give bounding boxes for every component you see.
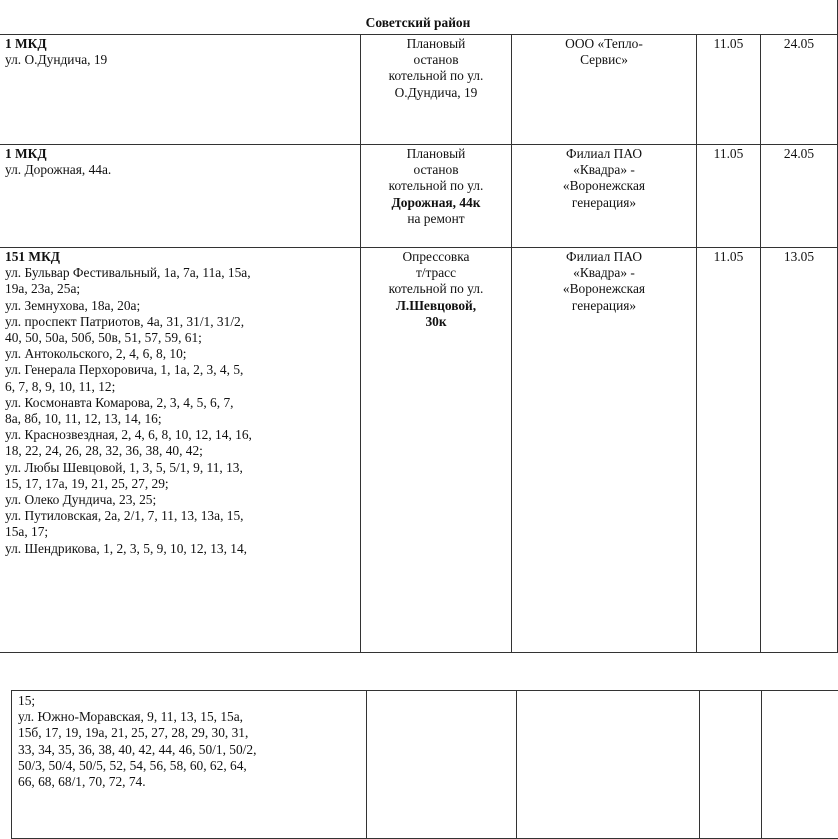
text-line: ул. Шендрикова, 1, 2, 3, 5, 9, 10, 12, 13, 14, <box>5 540 248 556</box>
text-line: ул. Дорожная, 44а. <box>5 162 112 178</box>
reason-boiler-address <box>367 195 505 211</box>
text-line: Опрессовка <box>402 249 470 264</box>
text-line: «Квадра» - <box>573 162 635 178</box>
text-line: 8а, 8б, 10, 11, 12, 13, 14, 16; <box>5 411 162 427</box>
start-date: 11.05 <box>697 35 761 145</box>
text-line: останов <box>413 52 459 68</box>
text-line: котельной по ул. <box>388 178 484 194</box>
reason-text <box>367 249 505 298</box>
address-lines <box>5 52 354 68</box>
table-row <box>0 145 838 248</box>
address-cell <box>12 691 367 839</box>
text-line: Плановый <box>406 36 466 51</box>
start-date <box>700 691 762 839</box>
table-row <box>12 691 838 839</box>
district-header: Советский район <box>0 0 838 35</box>
text-line: 30к <box>425 313 447 329</box>
address-lines <box>5 162 354 178</box>
building-count: 151 МКД <box>5 249 60 264</box>
text-line: Сервис» <box>580 52 628 68</box>
text-line: Филиал ПАО <box>565 249 643 264</box>
text-line: Филиал ПАО <box>565 146 643 161</box>
text-line: 33, 34, 35, 36, 38, 40, 42, 44, 46, 50/1, 50/2, <box>18 741 257 757</box>
text-line: 50/3, 50/4, 50/5, 52, 54, 56, 58, 60, 62, 64, <box>18 757 247 773</box>
text-line: ул. Краснозвездная, 2, 4, 6, 8, 10, 12, 14, 16, <box>5 427 252 443</box>
text-line: останов <box>413 162 459 178</box>
text-line: ул. Космонавта Комарова, 2, 3, 4, 5, 6, 7, <box>5 394 234 410</box>
reason-cell <box>367 691 517 839</box>
text-line: ул. Земнухова, 18а, 20а; <box>5 297 141 313</box>
end-date: 24.05 <box>761 35 838 145</box>
outage-table-continuation <box>11 690 838 839</box>
text-line: ул. проспект Патриотов, 4а, 31, 31/1, 31/2, <box>5 313 245 329</box>
reason-boiler-address <box>367 298 505 330</box>
reason-cell <box>361 248 512 653</box>
text-line: ул. Любы Шевцовой, 1, 3, 5, 5/1, 9, 11, 13, <box>5 459 243 475</box>
table-row <box>0 35 838 145</box>
reason-tail: на ремонт <box>407 210 465 226</box>
address-cell <box>0 35 361 145</box>
text-line: 15б, 17, 19, 19а, 21, 25, 27, 28, 29, 30, 31, <box>18 725 249 741</box>
address-lines <box>18 693 360 790</box>
text-line: ул. Генерала Перхоровича, 1, 1а, 2, 3, 4, 5, <box>5 362 244 378</box>
text-line: 66, 68, 68/1, 70, 72, 74. <box>18 774 146 790</box>
text-line: «Квадра» - <box>573 265 635 281</box>
organization-cell <box>512 248 697 653</box>
text-line: генерация» <box>571 297 637 313</box>
organization-text <box>518 249 690 314</box>
start-date: 11.05 <box>697 248 761 653</box>
text-line: котельной по ул. <box>388 68 484 84</box>
building-count: 1 МКД <box>5 146 47 161</box>
text-line: 15а, 17; <box>5 524 49 540</box>
organization-text <box>518 36 690 68</box>
reason-cell <box>361 145 512 248</box>
text-line: 18, 22, 24, 26, 28, 32, 36, 38, 40, 42; <box>5 443 203 459</box>
organization-text <box>518 146 690 211</box>
text-line: 19а, 23а, 25а; <box>5 281 81 297</box>
reason-text <box>367 36 505 101</box>
reason-cell <box>361 35 512 145</box>
text-line: т/трасс <box>415 265 457 281</box>
text-line: Плановый <box>406 146 466 161</box>
text-line: Л.Шевцовой, <box>395 297 477 313</box>
organization-cell <box>512 35 697 145</box>
address-cell <box>0 248 361 653</box>
reason-text <box>367 146 505 195</box>
text-line: котельной по ул. <box>388 281 484 297</box>
text-line: ул. Бульвар Фестивальный, 1а, 7а, 11а, 15а, <box>5 265 251 281</box>
text-line: генерация» <box>571 194 637 210</box>
start-date: 11.05 <box>697 145 761 248</box>
text-line: 6, 7, 8, 9, 10, 11, 12; <box>5 378 116 394</box>
table-row <box>0 248 838 653</box>
text-line: ул. О.Дундича, 19 <box>5 52 108 68</box>
organization-cell <box>512 145 697 248</box>
address-cell <box>0 145 361 248</box>
text-line: Дорожная, 44к <box>391 194 481 210</box>
text-line: О.Дундича, 19 <box>394 84 478 100</box>
text-line: ул. Южно-Моравская, 9, 11, 13, 15, 15а, <box>18 709 244 725</box>
text-line: ул. Антокольского, 2, 4, 6, 8, 10; <box>5 346 187 362</box>
text-line: ул. Путиловская, 2а, 2/1, 7, 11, 13, 13а, 15, <box>5 508 244 524</box>
text-line: 15; <box>18 693 36 708</box>
text-line: «Воронежская <box>562 281 646 297</box>
text-line: ул. Олеко Дундича, 23, 25; <box>5 492 157 508</box>
address-lines <box>5 265 354 557</box>
text-line: «Воронежская <box>562 178 646 194</box>
text-line: ООО «Тепло- <box>565 36 643 51</box>
district-header-row <box>0 0 838 35</box>
organization-cell <box>517 691 700 839</box>
building-count: 1 МКД <box>5 36 47 51</box>
end-date <box>762 691 838 839</box>
end-date: 13.05 <box>761 248 838 653</box>
text-line: 15, 17, 17а, 19, 21, 25, 27, 29; <box>5 475 169 491</box>
text-line: 40, 50, 50а, 50б, 50в, 51, 57, 59, 61; <box>5 330 202 346</box>
end-date: 24.05 <box>761 145 838 248</box>
